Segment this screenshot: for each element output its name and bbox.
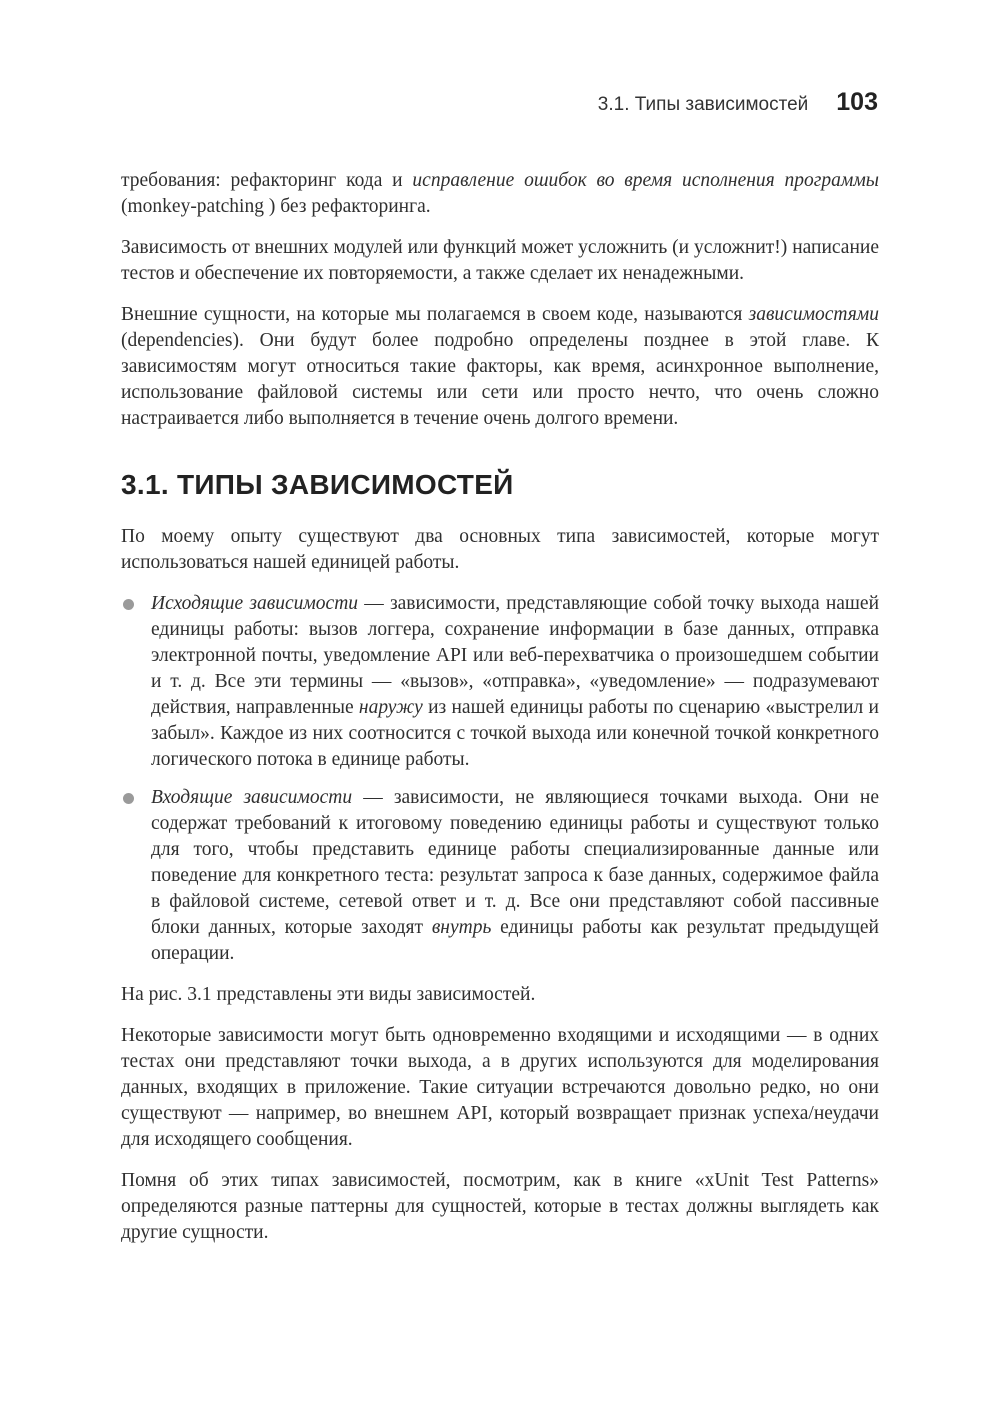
emphasis-text: исправление ошибок во время исполнения программы [412, 170, 880, 191]
paragraph-text: (monkey-patching ) без рефакторинга. [121, 196, 431, 217]
emphasis-text: наружу [358, 697, 423, 718]
page-number: 103 [836, 88, 878, 116]
paragraph-figure-reference: На рис. 3.1 представлены эти виды зависимостей. [121, 984, 536, 1005]
paragraph-text: Внешние сущности, на которые мы полагаемся в своем коде, называются [121, 304, 749, 325]
paragraph-dependencies-definition [121, 302, 879, 432]
paragraph-refactoring [121, 168, 879, 220]
list-item-outgoing [121, 591, 879, 773]
bullet-icon [123, 599, 134, 610]
list-item-text: из нашей единицы работы по сценарию «выстрелил и забыл». Каждое из них соотносится с точкой выхода или конечной точкой конкретного логического потока в единице работы. [151, 697, 879, 770]
term-incoming: Входящие зависимости [151, 787, 353, 808]
paragraph-xunit-patterns: Помня об этих типах зависимостей, посмотрим, как в книге «xUnit Test Patterns» определяются разные паттерны для сущностей, которые в тестах должны выглядеть как другие сущности. [121, 1170, 879, 1243]
list-item-text: — зависимости, представляющие собой точку выхода нашей единицы работы: вызов логгера, сохранение информации в базе данных, отправка электронной почты, уведомление API или веб-перехватчика о произошедшем событии и т. д. Все эти термины — «вызов», «отправка», «уведомление» — подразумевают действия, направленные [151, 593, 880, 718]
term-outgoing: Исходящие зависимости [151, 593, 359, 614]
paragraph-mixed-dependencies: Некоторые зависимости могут быть одновременно входящими и исходящими — в одних тестах они представляют точки выхода, а в других используются для моделирования данных, входящих в приложение. Такие ситуации встречаются довольно редко, но они существуют — например, во внешнем API, который возвращает признак успеха/неудачи для исходящего сообщения. [121, 1025, 879, 1150]
list-item-text: — зависимости, не являющиеся точками выхода. Они не содержат требований к итоговому поведению единицы работы и существуют только для того, чтобы представить единице работы специализированные данные или поведение для конкретного теста: результат запроса к базе данных, содержимое файла в файловой системе, сетевой ответ и т. д. Все они представляют собой пассивные блоки данных, которые заходят [151, 787, 880, 938]
paragraph-intro: По моему опыту существуют два основных типа зависимостей, которые могут использоваться нашей единицей работы. [121, 526, 879, 573]
bullet-icon [123, 793, 134, 804]
emphasis-text: внутрь [431, 917, 492, 938]
emphasis-text: зависимостями [748, 304, 879, 325]
paragraph-external-modules: Зависимость от внешних модулей или функций может усложнить (и усложнит!) написание тестов и обеспечение их повторяемости, а также сделает их ненадежными. [121, 237, 879, 284]
paragraph-text: (dependencies). Они будут более подробно определены позднее в этой главе. К зависимостям могут относиться такие факторы, как время, асинхронное выполнение, использование файловой системы или сети или просто нечто, что очень сложно настраивается либо выполняется в течение очень долгого времени. [121, 330, 879, 429]
list-item-text: единицы работы как результат предыдущей операции. [151, 917, 879, 964]
body-text [121, 168, 879, 1261]
section-heading: 3.1. ТИПЫ ЗАВИСИМОСТЕЙ [121, 469, 514, 500]
running-head-title: 3.1. Типы зависимостей [597, 94, 809, 115]
running-head [598, 88, 878, 117]
dependency-types-list [121, 591, 879, 967]
list-item-incoming [121, 785, 879, 967]
paragraph-text: требования: рефакторинг кода и [121, 170, 413, 191]
